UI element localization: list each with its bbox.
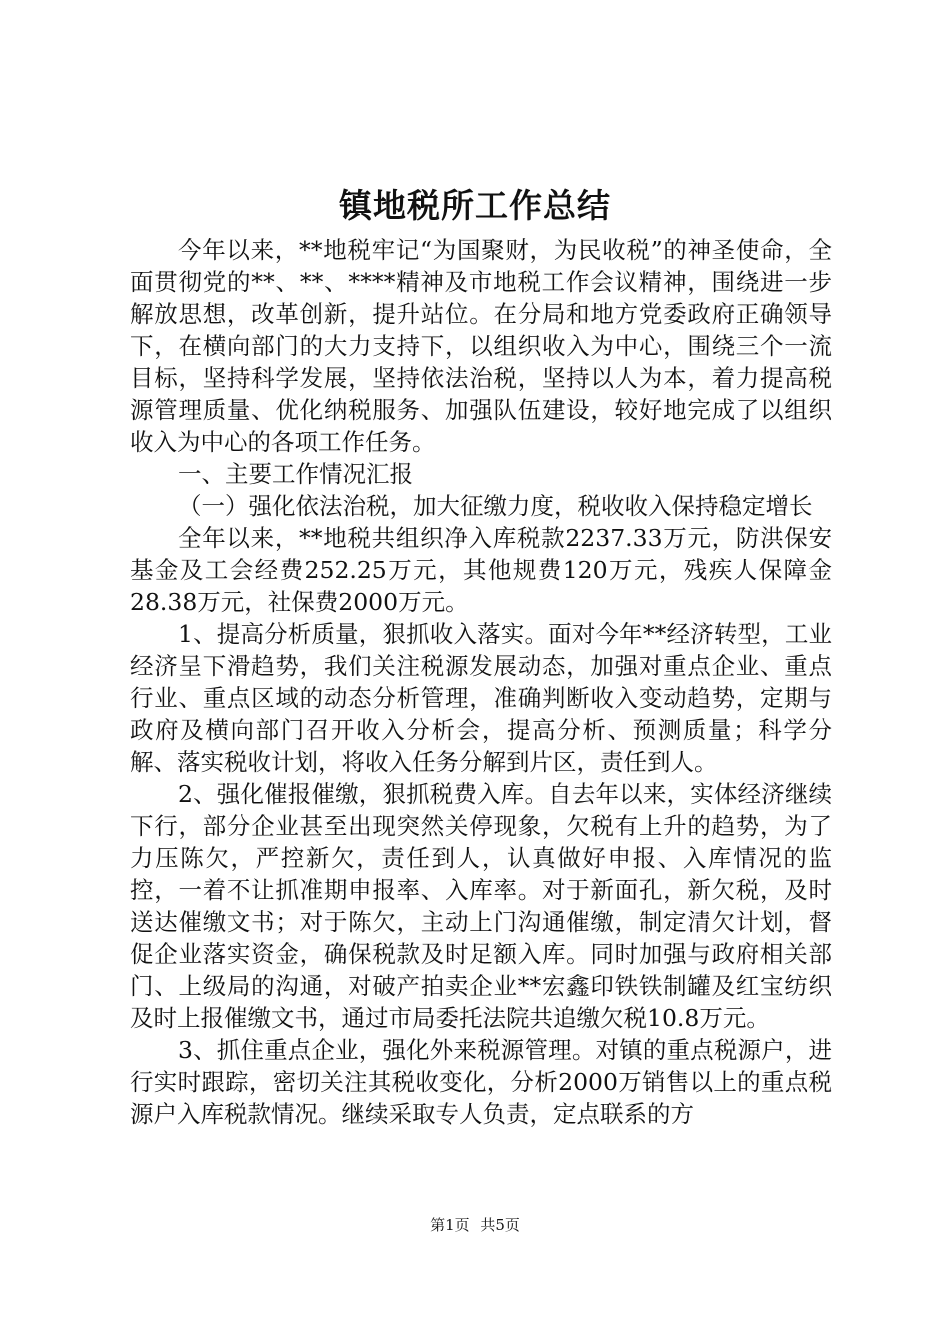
document-body bbox=[130, 234, 832, 1130]
subsection-heading: （一）强化依法治税，加大征缴力度，税收收入保持稳定增长 bbox=[178, 492, 813, 520]
item-3-paragraph: 3、抓住重点企业，强化外来税源管理。对镇的重点税源户，进行实时跟踪，密切关注其税收变化，分析2000万销售以上的重点税源户入库税款情况。继续采取专人负责，定点联系的方 bbox=[130, 1036, 832, 1128]
revenue-summary-paragraph: 全年以来，**地税共组织净入库税款2237.33万元，防洪保安基金及工会经费252.25万元，其他规费120万元，残疾人保障金28.38万元，社保费2000万元。 bbox=[130, 524, 832, 616]
document-title: 镇地税所工作总结 bbox=[339, 186, 611, 225]
page-number: 第1页 bbox=[430, 1216, 470, 1234]
intro-paragraph: 今年以来，**地税牢记“为国聚财，为民收税”的神圣使命，全面贯彻党的**、**、****精神及市地税工作会议精神，围绕进一步解放思想，改革创新，提升站位。在分局和地方党委政府正确领导下，在横向部门的大力支持下，以组织收入为中心，围绕三个一流目标，坚持科学发展，坚持依法治税，坚持以人为本，着力提高税源管理质量、优化纳税服务、加强队伍建设，较好地完成了以组织收入为中心的各项工作任务。 bbox=[130, 236, 832, 456]
item-2-paragraph: 2、强化催报催缴，狠抓税费入库。自去年以来，实体经济继续下行，部分企业甚至出现突然关停现象，欠税有上升的趋势，为了力压陈欠，严控新欠，责任到人，认真做好申报、入库情况的监控，一着不让抓准期申报率、入库率。对于新面孔，新欠税，及时送达催缴文书；对于陈欠，主动上门沟通催缴，制定清欠计划，督促企业落实资金，确保税款及时足额入库。同时加强与政府相关部门、上级局的沟通，对破产拍卖企业**宏鑫印铁铁制罐及红宝纺织及时上报催缴文书，通过市局委托法院共追缴欠税10.8万元。 bbox=[130, 780, 832, 1032]
section-heading: 一、主要工作情况汇报 bbox=[178, 460, 413, 488]
page-footer bbox=[0, 1215, 950, 1235]
item-1-paragraph: 1、提高分析质量，狠抓收入落实。面对今年**经济转型，工业经济呈下滑趋势，我们关注税源发展动态，加强对重点企业、重点行业、重点区域的动态分析管理，准确判断收入变动趋势，定期与政府及横向部门召开收入分析会，提高分析、预测质量；科学分解、落实税收计划，将收入任务分解到片区，责任到人。 bbox=[130, 620, 832, 776]
page-total: 共5页 bbox=[480, 1216, 520, 1234]
